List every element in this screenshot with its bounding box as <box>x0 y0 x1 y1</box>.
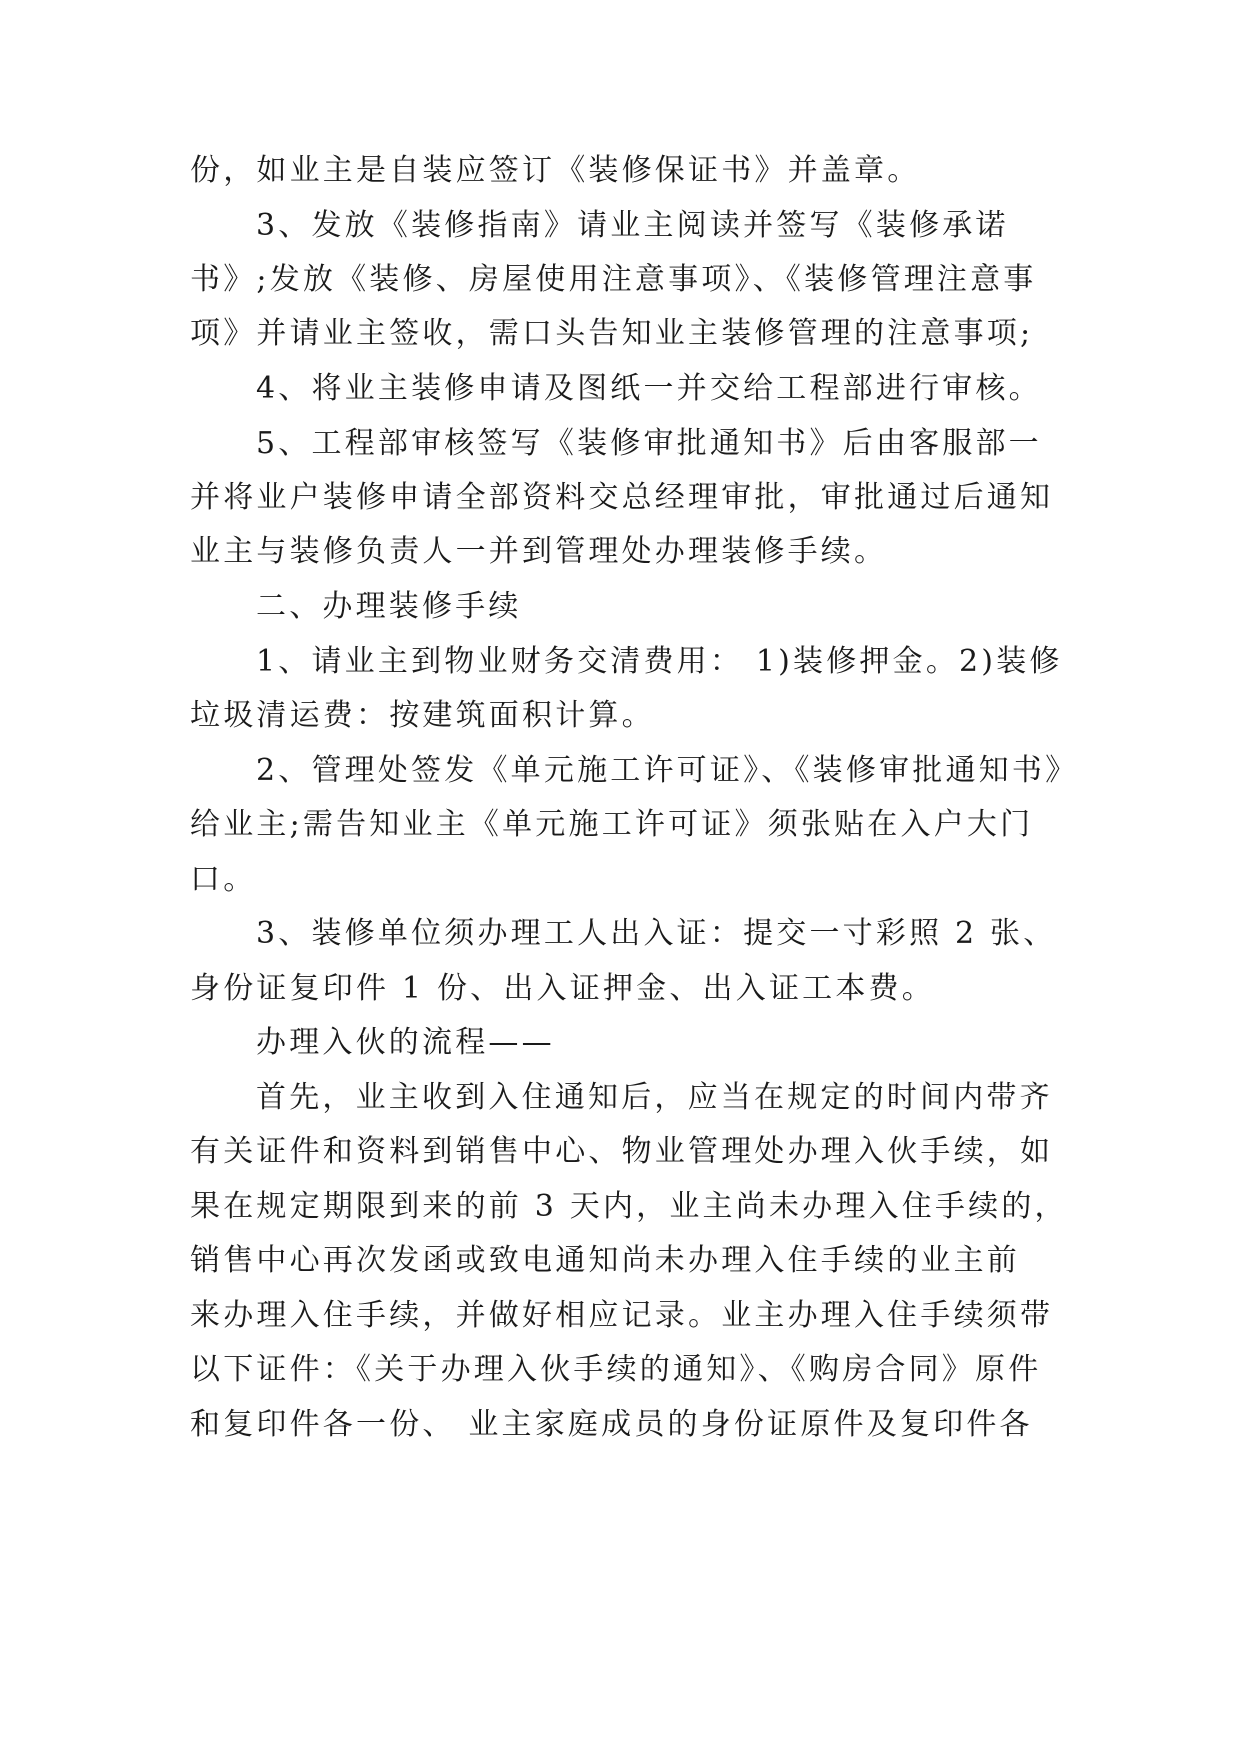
text-line: 来办理入住手续，并做好相应记录。业主办理入住手续须带 <box>190 1298 1054 1333</box>
text-line: 身份证复印件 1 份、出入证押金、出入证工本费。 <box>190 971 935 1006</box>
text-line: 并将业户装修申请全部资料交总经理审批，审批通过后通知 <box>190 480 1054 515</box>
text-line: 1、请业主到物业财务交清费用： 1)装修押金。2)装修 <box>256 644 1063 679</box>
text-line: 口。 <box>190 862 257 897</box>
text-line: 和复印件各一份、 业主家庭成员的身份证原件及复印件各 <box>190 1407 1033 1442</box>
text-line: 3、发放《装修指南》请业主阅读并签写《装修承诺 <box>256 208 1009 243</box>
section-heading: 办理入伙的流程—— <box>256 1025 555 1060</box>
text-line: 给业主;需告知业主《单元施工许可证》须张贴在入户大门 <box>190 807 1034 842</box>
section-heading: 二、办理装修手续 <box>256 589 522 624</box>
text-line: 3、装修单位须办理工人出入证：提交一寸彩照 2 张、 <box>256 916 1057 951</box>
text-line: 5、工程部审核签写《装修审批通知书》后由客服部一 <box>256 426 1042 461</box>
text-line: 销售中心再次发函或致电通知尚未办理入住手续的业主前 <box>190 1243 1020 1278</box>
text-line: 果在规定期限到来的前 3 天内，业主尚未办理入住手续的， <box>190 1189 1068 1224</box>
text-line: 垃圾清运费：按建筑面积计算。 <box>190 698 655 733</box>
text-line: 4、将业主装修申请及图纸一并交给工程部进行审核。 <box>256 371 1042 406</box>
text-line: 书》;发放《装修、房屋使用注意事项》、《装修管理注意事 <box>190 262 1037 297</box>
text-line: 业主与装修负责人一并到管理处办理装修手续。 <box>190 534 888 569</box>
text-line: 项》并请业主签收，需口头告知业主装修管理的注意事项; <box>190 316 1034 351</box>
text-line: 以下证件：《关于办理入伙手续的通知》、《购房合同》原件 <box>190 1352 1042 1387</box>
text-line: 首先，业主收到入住通知后，应当在规定的时间内带齐 <box>256 1080 1053 1115</box>
text-line: 份，如业主是自装应签订《装修保证书》并盖章。 <box>190 153 921 188</box>
text-line: 有关证件和资料到销售中心、物业管理处办理入伙手续，如 <box>190 1134 1054 1169</box>
text-line: 2、管理处签发《单元施工许可证》、《装修审批通知书》 <box>256 753 1079 788</box>
